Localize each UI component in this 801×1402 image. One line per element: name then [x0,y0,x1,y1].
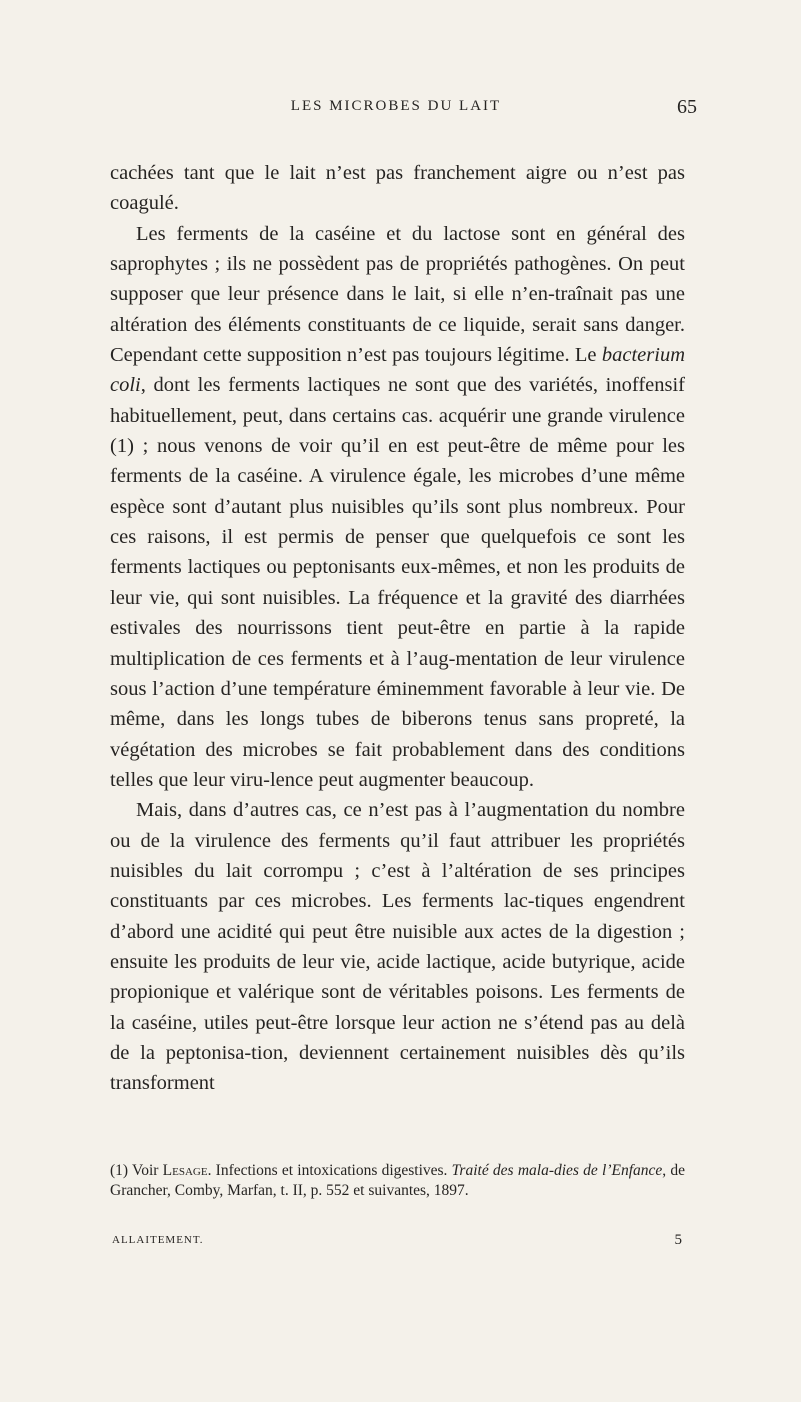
signature-number: 5 [674,1232,682,1248]
main-text [110,158,685,1099]
footnote-author: Lesage [162,1162,208,1179]
footnote-text [110,1161,685,1201]
page-number: 65 [677,96,697,118]
italic-term: bacterium coli [110,344,685,397]
signature-line [112,1232,682,1252]
paragraph-1 [110,158,685,219]
footnote-text-b: , de Grancher, Comby, Marfan, t. II, p. 552 et suivantes, 1897. [110,1162,685,1199]
footnote [110,1161,685,1201]
paragraph-3 [110,795,685,1098]
paragraph-2 [110,219,685,796]
paragraph-2-text-b: , dont les ferments lactiques ne sont que des variétés, inoffensif habituellement, peut, dans certains cas. acquérir une grande virulence (1) ; nous venons de voir qu’il en est peut-être de même pour les ferments de la caséine. A virulence égale, les microbes d’une même espèce sont d’autant plus nuisibles qu’ils sont plus nombreux. Pour ces raisons, il est permis de penser que quelquefois ce sont les ferments lactiques ou peptonisants eux-mêmes, et non les produits de leur vie, qui sont nuisibles. La fréquence et la gravité des diarrhées estivales des nourrissons tient peut-être en partie à la rapide multiplication de ces ferments et à l’aug-mentation de leur virulence sous l’action d’une température éminemment favorable à leur vie. De même, dans les longs tubes de biberons tenus sans propreté, la végétation des microbes se fait probablement dans des conditions telles que leur viru-lence peut augmenter beaucoup. [110,374,685,791]
paragraph-2-text-a: Les ferments de la caséine et du lactose sont en général des saprophytes ; ils ne possèdent pas de propriétés pathogènes. On peut supposer que leur présence dans le lait, si elle n’en-traînait pas une altération des éléments constituants de ce liquide, serait sans danger. Cependant cette supposition n’est pas toujours légitime. Le [110,222,685,367]
paragraph-3-text: Mais, dans d’autres cas, ce n’est pas à l’augmentation du nombre ou de la virulence des ferments qu’il faut attribuer les propriétés nuisibles du lait corrompu ; c’est à l’altération de ses principes constituants par ces microbes. Les ferments lac-tiques engendrent d’abord une acidité qui peut être nuisible aux actes de la digestion ; ensuite les produits de leur vie, acide lactique, acide butyrique, acide propionique et valérique sont de véritables poisons. Les ferments de la caséine, utiles peut-être lorsque leur action ne s’étend pas au delà de la peptonisa-tion, deviennent certainement nuisibles dès qu’ils transforment [110,799,685,1095]
footnote-italic-title: Traité des mala-dies de l’Enfance [451,1162,663,1179]
running-head [95,96,697,120]
footnote-marker: (1) Voir [110,1162,163,1179]
signature-mark: ALLAITEMENT. [112,1234,204,1246]
footnote-text-a: . Infections et intoxications digestives. [207,1162,452,1179]
paragraph-1-text: cachées tant que le lait n’est pas franchement aigre ou n’est pas coagulé. [110,162,685,215]
running-title: LES MICROBES DU LAIT [290,98,502,114]
